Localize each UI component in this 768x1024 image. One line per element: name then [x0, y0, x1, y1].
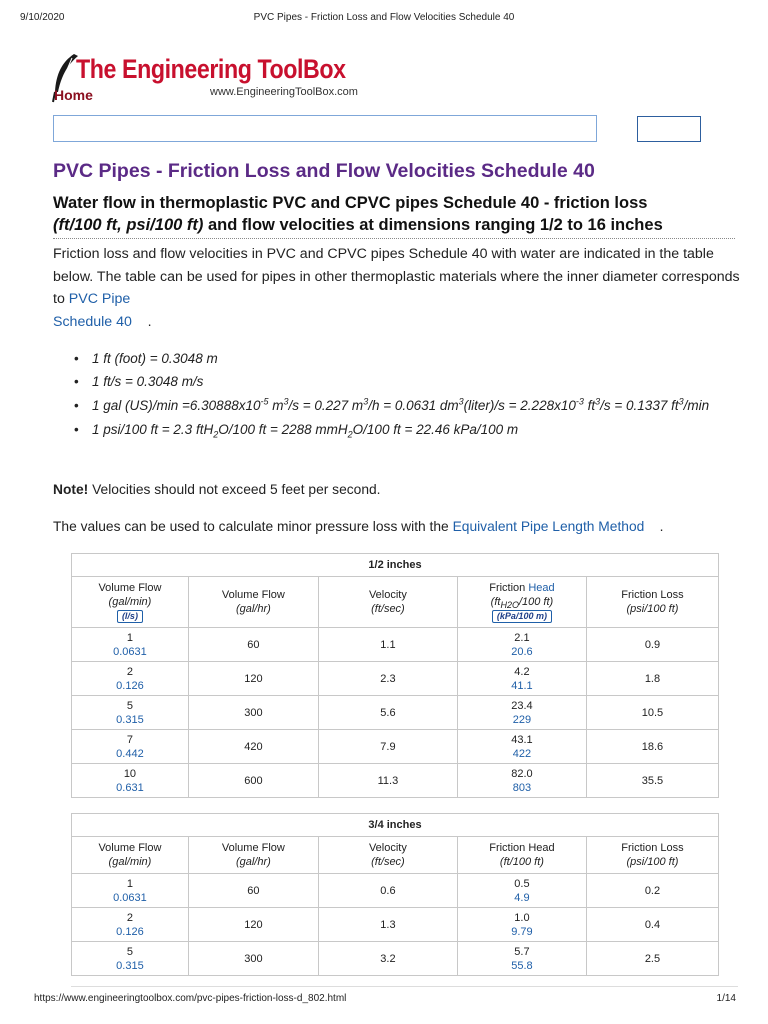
logo-url: www.EngineeringToolBox.com [210, 86, 358, 98]
header-unit: (ft/sec) [371, 603, 405, 615]
velocity-note [53, 482, 381, 497]
unit-conversion-list [74, 350, 724, 444]
gal-text: ft [583, 398, 596, 413]
table-row [72, 874, 719, 908]
gpm-cell [72, 764, 189, 798]
friction-head-cell [457, 874, 586, 908]
friction-head-cell [457, 662, 586, 696]
subtitle-text-a: Water flow in thermoplastic PVC and CPVC pipes Schedule 40 - friction loss [53, 194, 648, 212]
friction-head-cell [457, 696, 586, 730]
friction-loss-cell: 0.2 [586, 874, 718, 908]
list-item [74, 373, 724, 391]
footer-divider [71, 986, 738, 987]
gpm-value: 5 [126, 699, 133, 712]
header-unit: (ft [490, 596, 501, 608]
page-number: 1/14 [716, 993, 736, 1004]
subtitle-text-c: and flow velocities at dimensions ranging 1/2 to 16 inches [203, 216, 663, 234]
gal-sup: -3 [575, 396, 584, 407]
friction-head-cell [457, 908, 586, 942]
kpa-value: 41.1 [511, 679, 533, 692]
velocity-cell: 7.9 [318, 730, 457, 764]
gpm-cell [72, 628, 189, 662]
gal-sup: 3 [283, 396, 289, 407]
gpm-value: 10 [123, 767, 137, 780]
header-label: Velocity [368, 842, 407, 854]
table-row [72, 908, 719, 942]
list-item [74, 350, 724, 368]
table-header-row [72, 837, 719, 874]
ft-value: 43.1 [511, 733, 533, 746]
friction-loss-cell: 35.5 [586, 764, 718, 798]
psi-sub: 2 [213, 429, 219, 440]
kpa-value: 4.9 [514, 891, 530, 904]
friction-table-half-inch [71, 553, 719, 798]
ls-value: 0.442 [116, 747, 144, 760]
minor-end: . [659, 519, 664, 534]
header-label: Friction Loss [621, 589, 684, 601]
velocity-cell: 2.3 [318, 662, 457, 696]
table-row [72, 764, 719, 798]
pvc-pipe-link[interactable]: PVC Pipe [68, 291, 131, 307]
site-logo[interactable] [48, 52, 378, 104]
ft-value: 1.0 [514, 911, 530, 924]
ft-value: 4.2 [514, 665, 530, 678]
gpm-cell [72, 662, 189, 696]
ls-value: 0.315 [116, 713, 144, 726]
friction-loss-cell: 10.5 [586, 696, 718, 730]
gpm-value: 2 [126, 665, 133, 678]
friction-loss-cell: 1.8 [586, 662, 718, 696]
home-link[interactable]: Home [54, 87, 93, 103]
header-cell [188, 577, 318, 628]
ft-value: 23.4 [511, 699, 533, 712]
ft-value: 82.0 [511, 767, 533, 780]
kpa-value: 229 [512, 713, 532, 726]
print-date: 9/10/2020 [20, 12, 65, 23]
table-row [72, 696, 719, 730]
gpm-value: 2 [126, 911, 133, 924]
search-button[interactable] [637, 116, 701, 142]
gal-text: (liter)/s = 2.228x10 [463, 398, 576, 413]
gph-cell: 120 [188, 908, 318, 942]
intro-end: . [147, 313, 152, 330]
note-text: Velocities should not exceed 5 feet per second. [88, 482, 381, 497]
friction-head-cell [457, 764, 586, 798]
header-label: Velocity [368, 589, 407, 601]
gal-text: /s = 0.227 m [288, 398, 364, 413]
header-label: Volume Flow [98, 582, 162, 594]
friction-head-cell [457, 628, 586, 662]
gph-cell: 60 [188, 874, 318, 908]
header-label: Volume Flow [98, 842, 162, 854]
psi-text: 1 psi/100 ft = 2.3 ftH [92, 422, 214, 437]
header-cell [72, 577, 189, 628]
page-subtitle [53, 192, 735, 239]
table-caption: 3/4 inches [72, 814, 719, 837]
kpa-value: 9.79 [511, 925, 533, 938]
table-row [72, 730, 719, 764]
header-cell [586, 837, 718, 874]
header-unit: (gal/hr) [235, 603, 271, 615]
header-label: Friction Head [489, 842, 555, 854]
friction-loss-cell: 2.5 [586, 942, 718, 976]
header-label: Volume Flow [221, 589, 285, 601]
schedule-40-link[interactable]: Schedule 40 [53, 313, 132, 330]
ls-value: 0.0631 [113, 645, 147, 658]
header-unit: (ft/100 ft) [499, 856, 544, 868]
gpm-cell [72, 696, 189, 730]
header-unit: (gal/min) [108, 856, 152, 868]
gpm-value: 1 [126, 877, 133, 890]
gal-text: /h = 0.0631 dm [368, 398, 459, 413]
gal-text: /s = 0.1337 ft [600, 398, 679, 413]
friction-head-cell [457, 942, 586, 976]
unit-toggle-button[interactable]: (kPa/100 m) [492, 610, 552, 623]
ls-value: 0.315 [116, 959, 144, 972]
minor-text: The values can be used to calculate minor pressure loss with the [53, 519, 453, 534]
gpm-cell [72, 942, 189, 976]
print-title: PVC Pipes - Friction Loss and Flow Velocities Schedule 40 [253, 12, 515, 23]
header-cell [457, 837, 586, 874]
gph-cell: 420 [188, 730, 318, 764]
header-unit: (psi/100 ft) [626, 603, 679, 615]
equivalent-pipe-length-link[interactable]: Equivalent Pipe Length Method [452, 519, 645, 534]
table-row [72, 628, 719, 662]
ls-value: 0.126 [116, 679, 144, 692]
search-input[interactable] [53, 115, 597, 142]
gph-cell: 300 [188, 696, 318, 730]
velocity-cell: 5.6 [318, 696, 457, 730]
conversion-ft: 1 ft (foot) = 0.3048 m [92, 351, 218, 366]
gph-cell: 120 [188, 662, 318, 696]
header-label: Friction [489, 582, 529, 594]
header-label: Volume Flow [221, 842, 285, 854]
table-row [72, 662, 719, 696]
gal-sup: 3 [363, 396, 369, 407]
intro-text: Friction loss and flow velocities in PVC and CPVC pipes Schedule 40 with water are indicated in the table below. The table can be used for pipes in other thermoplastic materials where the inner diameter corresponds to [53, 246, 740, 307]
list-item [74, 396, 724, 416]
gph-cell: 60 [188, 628, 318, 662]
ls-value: 0.126 [116, 925, 144, 938]
gal-sup: 3 [458, 396, 464, 407]
friction-loss-cell: 0.9 [586, 628, 718, 662]
page-title: PVC Pipes - Friction Loss and Flow Velocities Schedule 40 [53, 160, 595, 182]
header-unit: /100 ft) [518, 596, 554, 608]
kpa-value: 803 [512, 781, 532, 794]
print-header [20, 12, 748, 28]
table-caption: 1/2 inches [72, 554, 719, 577]
unit-toggle-button[interactable]: (l/s) [117, 610, 143, 623]
header-unit: (psi/100 ft) [626, 856, 679, 868]
gpm-value: 5 [126, 945, 133, 958]
velocity-cell: 1.3 [318, 908, 457, 942]
intro-paragraph [53, 243, 743, 333]
gph-cell: 300 [188, 942, 318, 976]
gpm-cell [72, 730, 189, 764]
header-unit: (gal/min) [108, 596, 152, 608]
header-cell [188, 837, 318, 874]
gal-sup: 3 [678, 396, 684, 407]
kpa-value: 20.6 [511, 645, 533, 658]
friction-table-three-quarter-inch [71, 813, 719, 976]
ft-value: 2.1 [514, 631, 530, 644]
gpm-value: 1 [126, 631, 133, 644]
header-unit-sub: H2O [500, 600, 519, 611]
header-cell [318, 837, 457, 874]
note-label: Note! [53, 482, 89, 497]
gal-text: /min [683, 398, 710, 413]
header-unit: (gal/hr) [235, 856, 271, 868]
head-link[interactable]: Head [528, 582, 555, 594]
ls-value: 0.631 [116, 781, 144, 794]
friction-loss-cell: 0.4 [586, 908, 718, 942]
minor-loss-text [53, 519, 664, 534]
friction-loss-cell: 18.6 [586, 730, 718, 764]
psi-text: O/100 ft = 2288 mmH [218, 422, 348, 437]
gpm-value: 7 [126, 733, 133, 746]
subtitle-units: (ft/100 ft, psi/100 ft) [53, 216, 204, 234]
header-label: Friction Loss [621, 842, 684, 854]
gpm-cell [72, 874, 189, 908]
header-unit: (ft/sec) [371, 856, 405, 868]
header-cell [457, 577, 586, 628]
kpa-value: 55.8 [511, 959, 533, 972]
table-header-row [72, 577, 719, 628]
header-cell [72, 837, 189, 874]
psi-sub: 2 [347, 429, 353, 440]
ls-value: 0.0631 [113, 891, 147, 904]
velocity-cell: 1.1 [318, 628, 457, 662]
footer-url: https://www.engineeringtoolbox.com/pvc-pipes-friction-loss-d_802.html [34, 993, 347, 1004]
gal-sup: -5 [260, 396, 269, 407]
ft-value: 5.7 [514, 945, 530, 958]
velocity-cell: 11.3 [318, 764, 457, 798]
velocity-cell: 3.2 [318, 942, 457, 976]
header-cell [586, 577, 718, 628]
gph-cell: 600 [188, 764, 318, 798]
friction-head-cell [457, 730, 586, 764]
header-cell [318, 577, 457, 628]
conversion-fts: 1 ft/s = 0.3048 m/s [92, 374, 204, 389]
psi-text: O/100 ft = 22.46 kPa/100 m [352, 422, 519, 437]
kpa-value: 422 [512, 747, 532, 760]
gal-sup: 3 [595, 396, 601, 407]
gal-text: m [268, 398, 284, 413]
logo-brand-text: The Engineering ToolBox [76, 54, 346, 84]
table-row [72, 942, 719, 976]
gal-text: 1 gal (US)/min =6.30888x10 [92, 398, 261, 413]
gpm-cell [72, 908, 189, 942]
ft-value: 0.5 [514, 877, 530, 890]
list-item [74, 421, 724, 439]
velocity-cell: 0.6 [318, 874, 457, 908]
